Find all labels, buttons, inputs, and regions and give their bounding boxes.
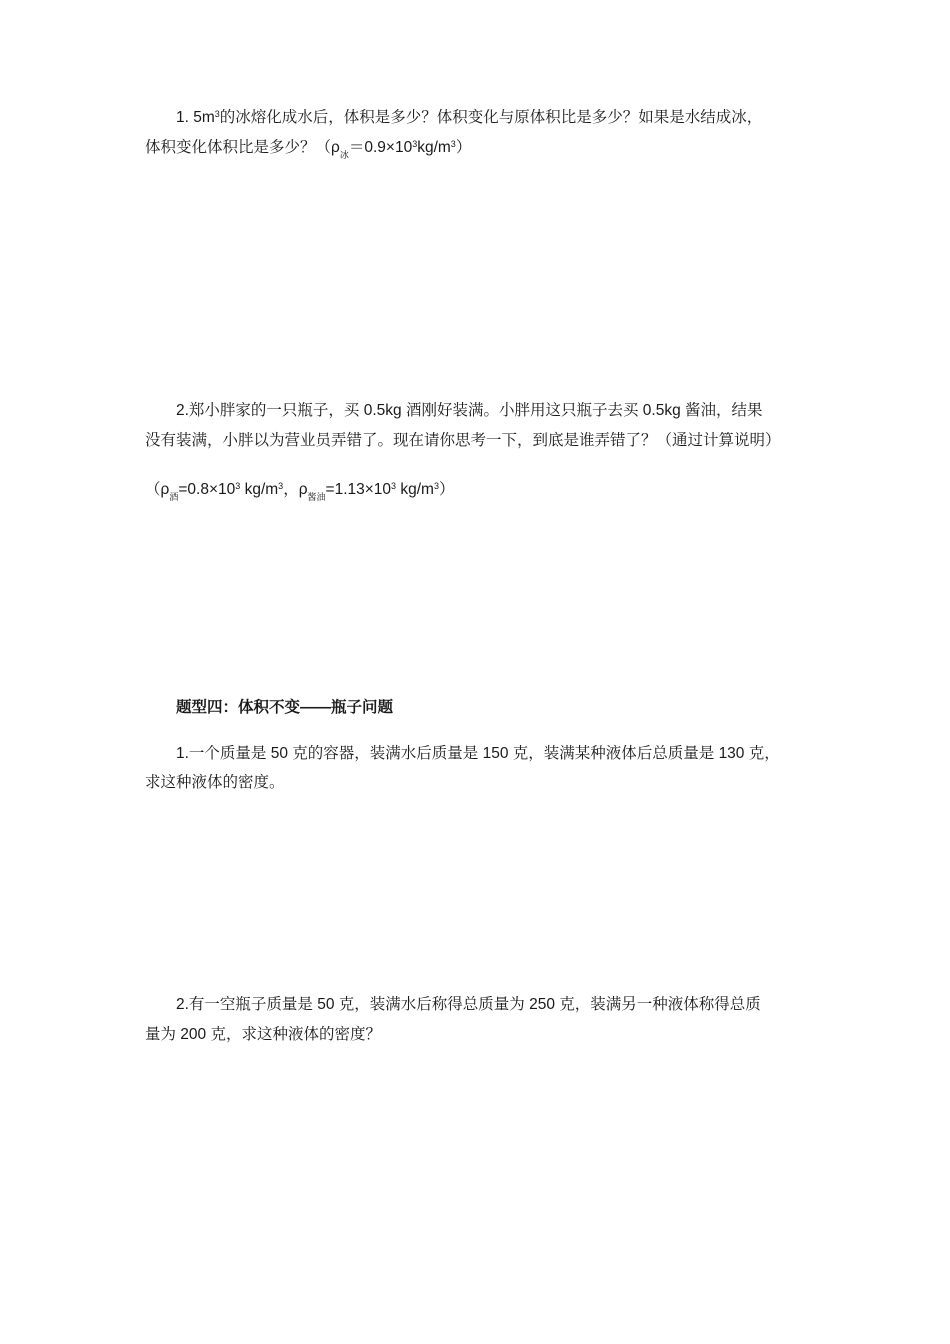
q3-line2: 求这种液体的密度。: [145, 774, 285, 791]
q1-line1: 1. $5m^3$的冰熔化成水后，体积是多少？体积变化与原体积比是多少？如果是水结成冰，: [176, 109, 763, 126]
q2-line3: （$\rho_酒=0.8\times 10^3$ $kg/m^3$，$\rho_{酱油}=1.13\times 10^3$ $kg/m^3$）: [145, 481, 455, 502]
q4-line2: 量为 200 克，求这种液体的密度？: [145, 1026, 381, 1043]
q1-line2: 体积变化体积比是多少？$(\rho_冰=0.9\times 10^3kg/m^3)$: [145, 139, 472, 160]
q4-line1: 2.有一空瓶子质量是 50 克，装满水后称得总质量为 250 克，装满另一种液体称得总质: [176, 996, 761, 1013]
q2-line1: 2.郑小胖家的一只瓶子，买 0.5kg 酒刚好装满。小胖用这只瓶子去买 0.5kg 酱油，结果: [176, 402, 763, 419]
section-title: 题型四：体积不变——瓶子问题: [176, 699, 394, 716]
q2-line2: 没有装满，小胖以为营业员弄错了。现在请你思考一下，到底是谁弄错了？（通过计算说明）: [145, 432, 781, 449]
q3-line1: 1.一个质量是 50 克的容器，装满水后质量是 150 克，装满某种液体后总质量是 130 克，: [176, 745, 780, 762]
